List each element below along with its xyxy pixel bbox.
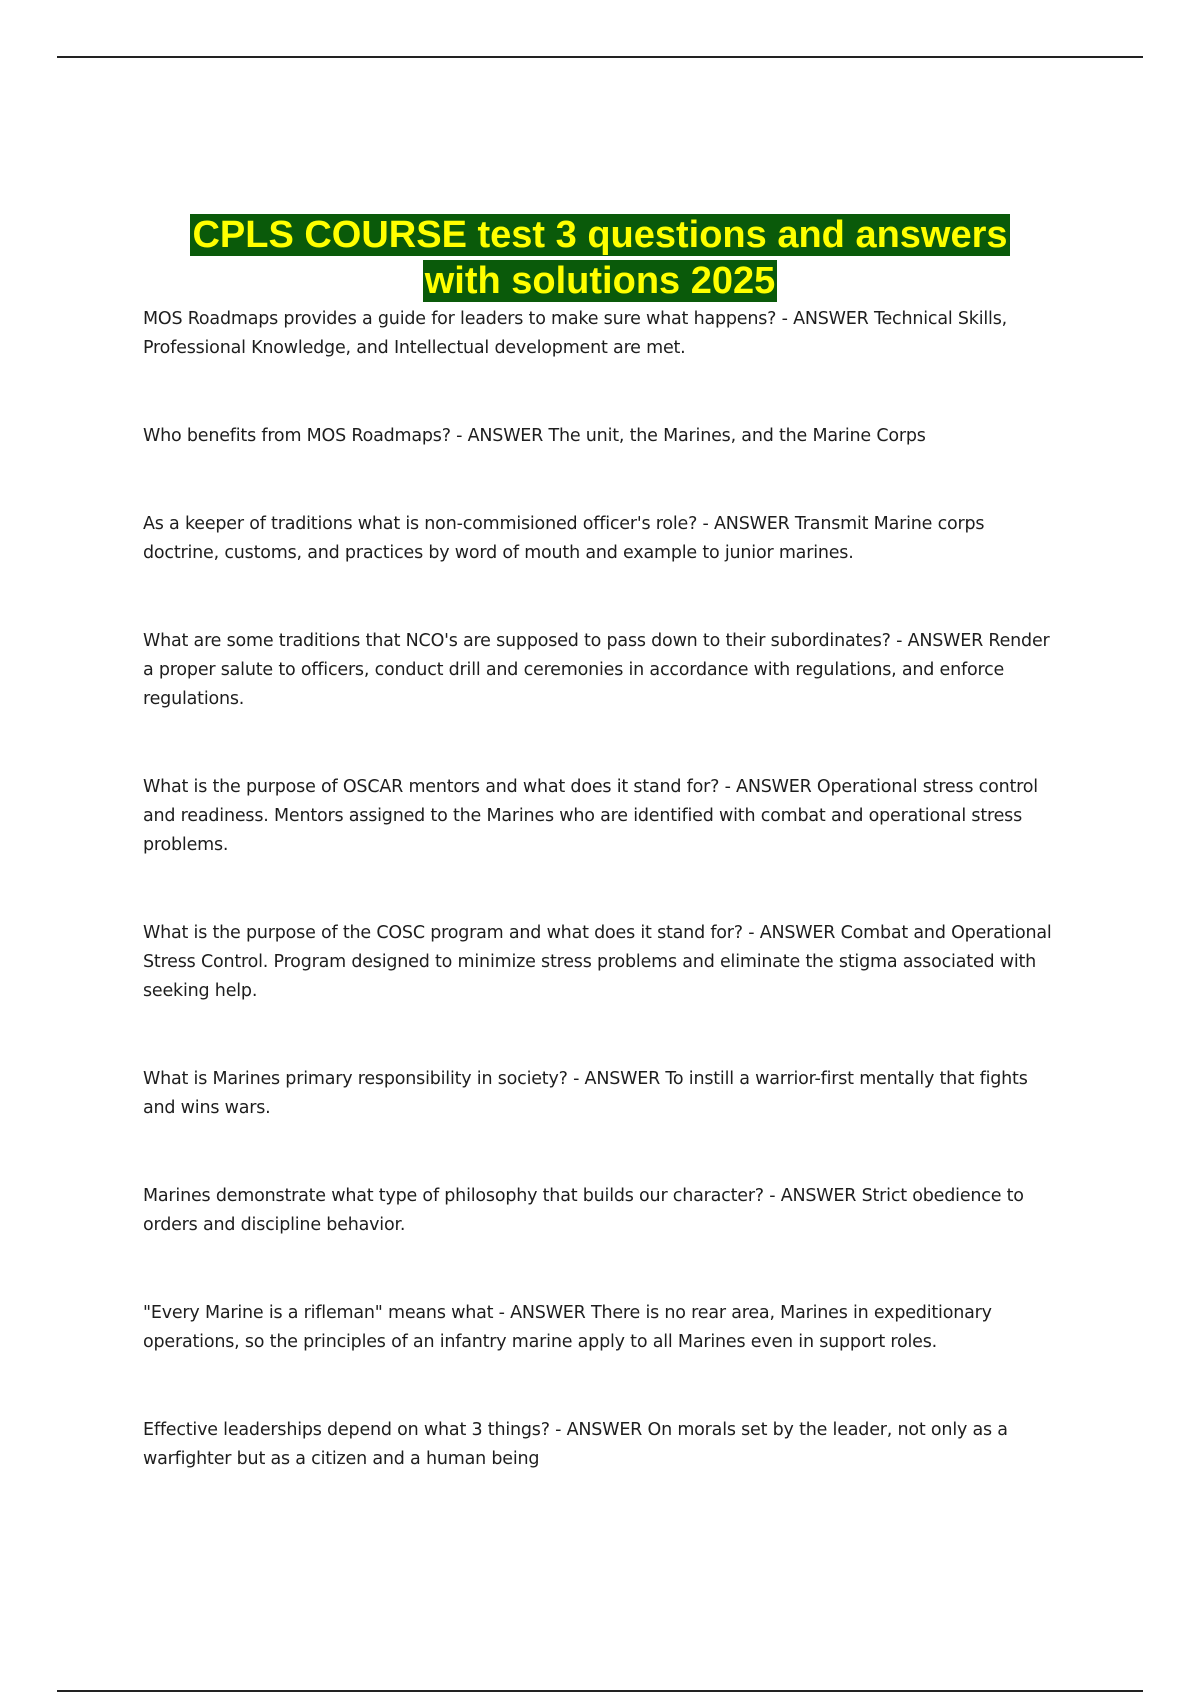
- qa-item-6: What is the purpose of the COSC program and what does it stand for? - ANSWER Combat and Operational Stress Control. Program designed to minimize stress problems and eliminate the stigma associated with seeking help.: [143, 923, 1052, 1001]
- qa-item-7: What is Marines primary responsibility in society? - ANSWER To instill a warrior-first mentally that fights and wins wars.: [143, 1069, 1028, 1118]
- qa-item-8: Marines demonstrate what type of philosophy that builds our character? - ANSWER Strict obedience to orders and discipline behavior.: [143, 1186, 1024, 1235]
- qa-item-9: "Every Marine is a rifleman" means what - ANSWER There is no rear area, Marines in expeditionary operations, so the principles of an infantry marine apply to all Marines even in support roles.: [143, 1303, 992, 1352]
- qa-item-10: Effective leaderships depend on what 3 things? - ANSWER On morals set by the leader, not only as a warfighter but as a citizen and a human being: [143, 1420, 1008, 1469]
- qa-list: [143, 305, 1063, 1474]
- qa-item-1: MOS Roadmaps provides a guide for leaders to make sure what happens? - ANSWER Technical Skills, Professional Knowledge, and Intellectual development are met.: [143, 309, 1007, 358]
- qa-item-3: As a keeper of traditions what is non-commisioned officer's role? - ANSWER Transmit Marine corps doctrine, customs, and practices by word of mouth and example to junior marines.: [143, 514, 985, 563]
- top-rule: [57, 56, 1143, 58]
- bottom-rule: [57, 1690, 1143, 1692]
- qa-item-5: What is the purpose of OSCAR mentors and what does it stand for? - ANSWER Operational stress control and readiness. Mentors assigned to the Marines who are identified with combat and operational stress problems.: [143, 777, 1038, 855]
- qa-item-2: Who benefits from MOS Roadmaps? - ANSWER The unit, the Marines, and the Marine Corps: [143, 426, 926, 446]
- document-title-line-1: CPLS COURSE test 3 questions and answers: [192, 214, 1008, 256]
- document-title-line-2: with solutions 2025: [424, 260, 776, 302]
- title-block: [0, 212, 1200, 304]
- qa-item-4: What are some traditions that NCO's are supposed to pass down to their subordinates? - ANSWER Render a proper salute to officers, conduct drill and ceremonies in accordance with regulations, and enforce regulations.: [143, 631, 1050, 709]
